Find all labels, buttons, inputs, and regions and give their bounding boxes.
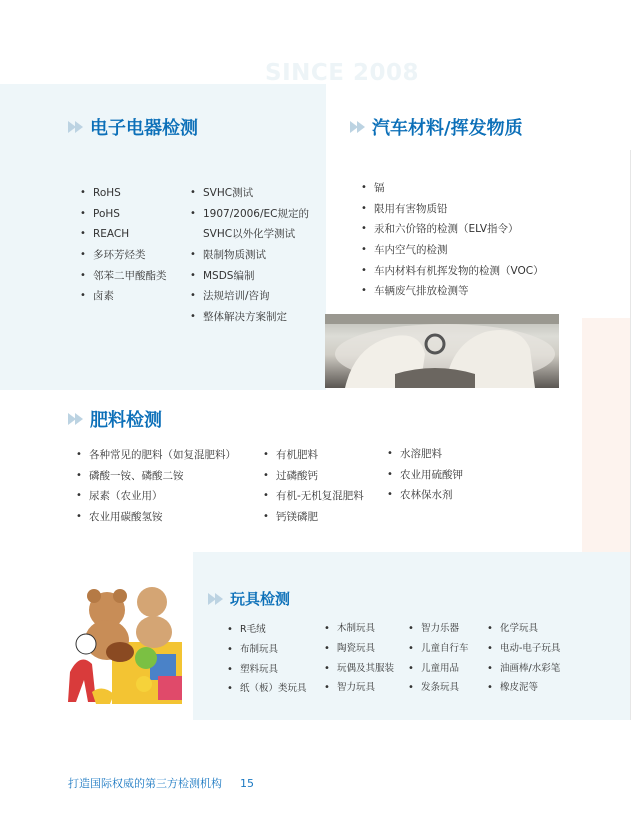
list-item: • 水溶肥料: [387, 444, 463, 465]
page-footer: [68, 775, 254, 791]
list-item: • 邻苯二甲酸酯类: [80, 266, 167, 287]
list-item: • 卤素: [80, 286, 167, 307]
auto-title-text: 汽车材料/挥发物质: [372, 118, 523, 139]
fertilizer-list-3: [387, 444, 463, 506]
list-item: • 多环芳烃类: [80, 245, 167, 266]
accent-panel-background: [582, 318, 630, 552]
car-interior-illustration: [325, 314, 559, 388]
since-watermark: SINCE 2008: [265, 60, 419, 86]
page-number: 15: [240, 777, 254, 790]
list-item: • 儿童自行车: [408, 639, 469, 659]
list-item: • 钙镁磷肥: [263, 507, 364, 528]
list-item: • 车辆废气排放检测等: [361, 281, 544, 302]
fertilizer-list-2: [263, 445, 364, 528]
list-item: • 过磷酸钙: [263, 466, 364, 487]
list-item: • 农业用碳酸氢铵: [76, 507, 236, 528]
car-interior-photo: [325, 314, 559, 388]
fertilizer-list-1: [76, 445, 236, 528]
list-item: • 纸（板）类玩具: [227, 679, 307, 699]
toys-list-4: [487, 619, 560, 698]
list-item: • 限用有害物质铅: [361, 199, 544, 220]
auto-section-title: [350, 114, 523, 140]
list-item: • REACH: [80, 224, 167, 245]
toys-illustration: [62, 572, 190, 712]
list-item: • 汞和六价铬的检测（ELV指令）: [361, 219, 544, 240]
electronics-list-1: [80, 183, 167, 307]
double-chevron-icon: [68, 121, 82, 133]
list-item: • 布制玩具: [227, 640, 307, 660]
list-item: • 智力乐器: [408, 619, 469, 639]
toys-list-3: [408, 619, 469, 698]
list-item: • 车内材料有机挥发物的检测（VOC）: [361, 261, 544, 282]
list-item: • 镉: [361, 178, 544, 199]
electronics-section-title: [68, 114, 198, 140]
electronics-list-2: [190, 183, 309, 328]
list-item: • MSDS编制: [190, 266, 309, 287]
fertilizer-title-text: 肥料检测: [90, 410, 162, 431]
list-item: • 塑料玩具: [227, 660, 307, 680]
double-chevron-icon: [68, 413, 82, 425]
list-item: • 限制物质测试: [190, 245, 309, 266]
list-item: • 油画棒/水彩笔: [487, 659, 560, 679]
list-item: • 各种常见的肥料（如复混肥料）: [76, 445, 236, 466]
toys-section-title: [208, 588, 290, 609]
list-item: • 法规培训/咨询: [190, 286, 309, 307]
list-item: • 农业用硫酸钾: [387, 465, 463, 486]
list-item: • 尿素（农业用）: [76, 486, 236, 507]
list-item: • PoHS: [80, 204, 167, 225]
list-item: • R毛绒: [227, 620, 307, 640]
list-item: • SVHC测试: [190, 183, 309, 204]
list-item: • 有机-无机复混肥料: [263, 486, 364, 507]
list-item: • 儿童用品: [408, 659, 469, 679]
toys-photo: [62, 572, 190, 712]
list-item: • RoHS: [80, 183, 167, 204]
double-chevron-icon: [208, 593, 222, 605]
electronics-title-text: 电子电器检测: [90, 118, 198, 139]
page-divider: [630, 150, 631, 720]
list-item: • 1907/2006/EC规定的: [190, 204, 309, 225]
list-item: • 磷酸一铵、磷酸二铵: [76, 466, 236, 487]
toys-list-1: [227, 620, 307, 699]
list-item: • 木制玩具: [324, 619, 394, 639]
list-item: • 化学玩具: [487, 619, 560, 639]
list-item: • 智力玩具: [324, 678, 394, 698]
toys-list-2: [324, 619, 394, 698]
toys-title-text: 玩具检测: [230, 590, 291, 608]
list-item: • 车内空气的检测: [361, 240, 544, 261]
list-item: • 有机肥料: [263, 445, 364, 466]
list-item: • 农林保水剂: [387, 485, 463, 506]
double-chevron-icon: [350, 121, 364, 133]
auto-list: [361, 178, 544, 302]
list-item: • 玩偶及其服装: [324, 659, 394, 679]
list-item: • 发条玩具: [408, 678, 469, 698]
fertilizer-section-title: [68, 406, 162, 432]
list-item: • 橡皮泥等: [487, 678, 560, 698]
list-item: • 陶瓷玩具: [324, 639, 394, 659]
list-item: • 整体解决方案制定: [190, 307, 309, 328]
list-item: • 电动-电子玩具: [487, 639, 560, 659]
footer-text: 打造国际权威的第三方检测机构: [68, 777, 222, 790]
list-item: SVHC以外化学测试: [203, 228, 296, 241]
